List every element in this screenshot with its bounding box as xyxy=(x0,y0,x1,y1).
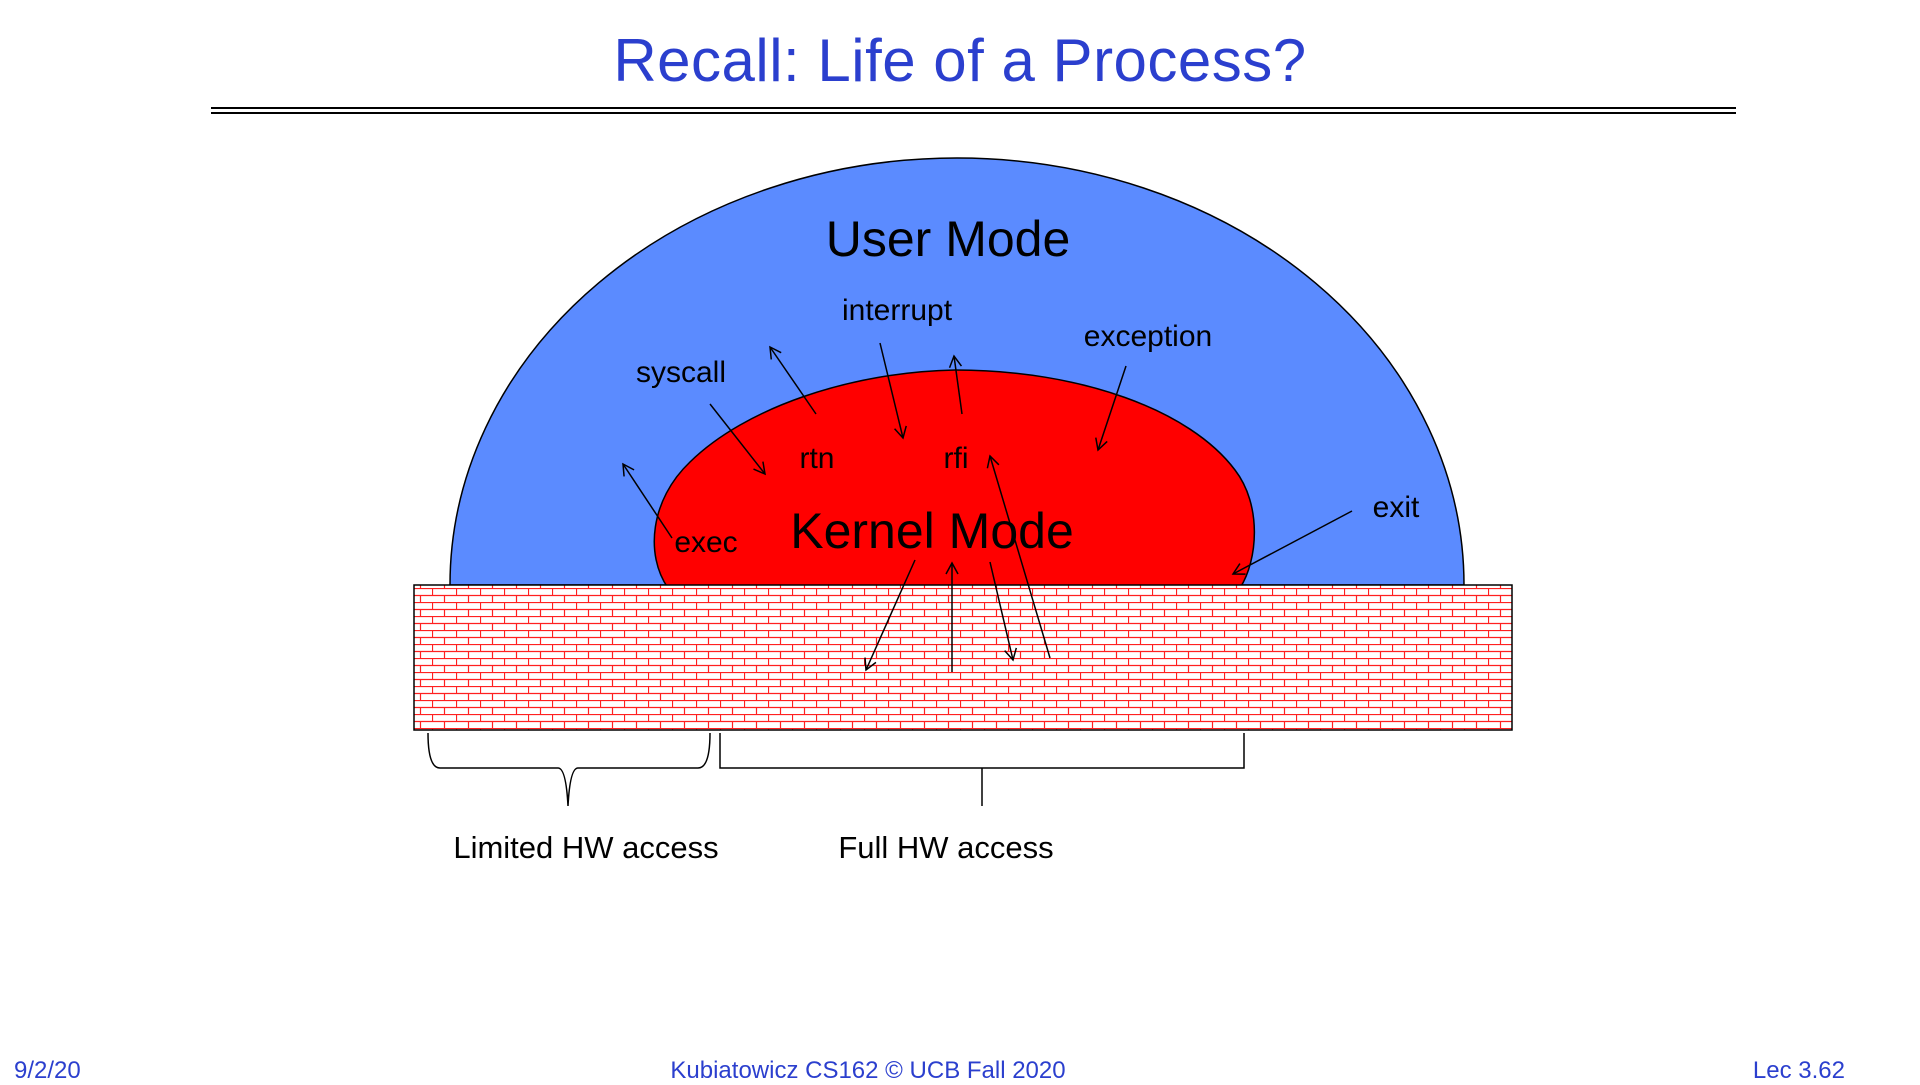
full-hw-label: Full HW access xyxy=(838,830,1054,865)
exit-label: exit xyxy=(1372,491,1420,524)
user-mode-label: User Mode xyxy=(825,211,1071,267)
footer-credit: Kubiatowicz CS162 © UCB Fall 2020 xyxy=(670,1057,1066,1084)
slide-title: Recall: Life of a Process? xyxy=(613,27,1307,94)
exception-label: exception xyxy=(1083,320,1213,353)
rfi-label: rfi xyxy=(943,442,969,475)
footer-date: 9/2/20 xyxy=(14,1057,81,1084)
footer-lecture-number: Lec 3.62 xyxy=(1752,1057,1845,1084)
interrupt-label: interrupt xyxy=(841,294,953,327)
limited-hw-brace xyxy=(428,733,710,806)
syscall-label: syscall xyxy=(635,356,727,389)
exec-label: exec xyxy=(674,526,738,559)
kernel-mode-label: Kernel Mode xyxy=(790,503,1074,559)
limited-hw-label: Limited HW access xyxy=(453,830,719,865)
full-hw-brace xyxy=(720,733,1244,806)
hardware-brick-wall xyxy=(414,585,1512,730)
rtn-label: rtn xyxy=(799,442,835,475)
